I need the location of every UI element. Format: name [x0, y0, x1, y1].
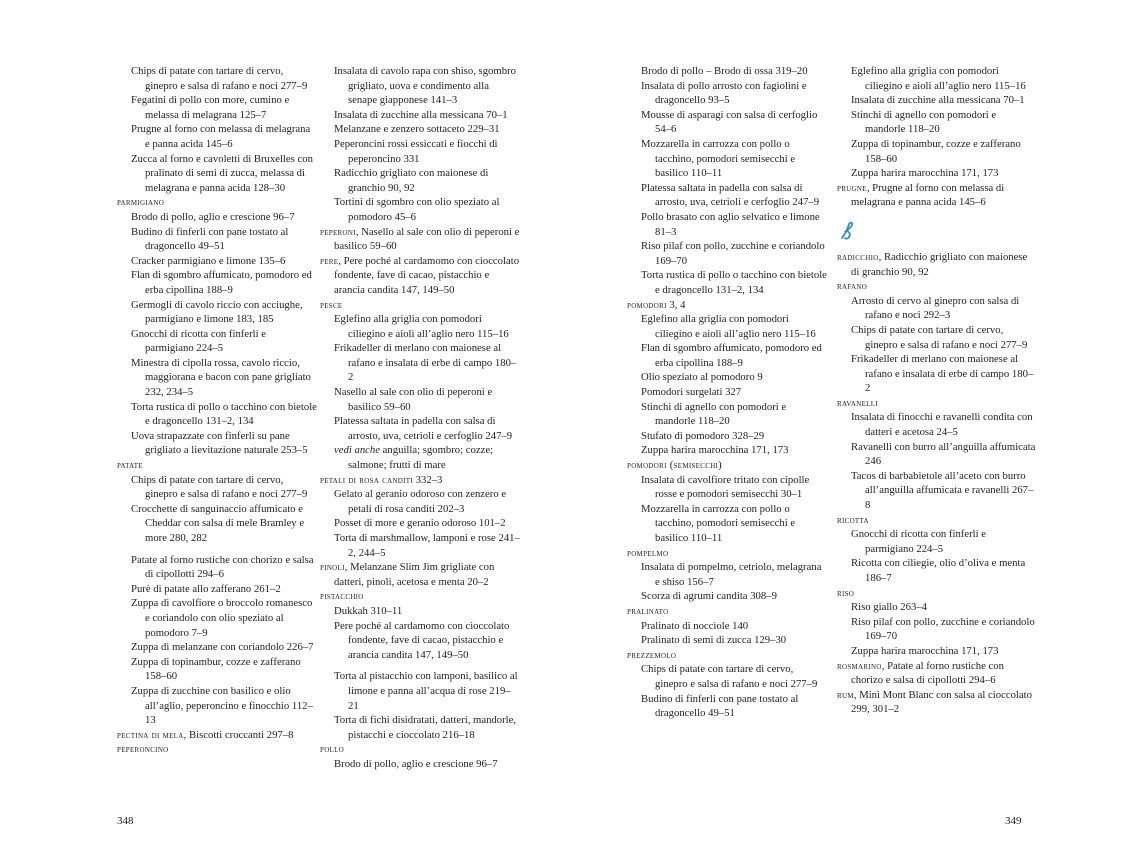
heading-term: ravanelli — [837, 396, 878, 409]
index-entry — [117, 254, 317, 269]
entry-text: Gelato al geranio odoroso con zenzero e petali di rosa canditi 202–3 — [334, 488, 507, 515]
entry-text: Stinchi di agnello con pomodori e mandorle 118–20 — [641, 400, 787, 428]
heading-term: radicchio — [837, 250, 879, 263]
entry-text: Minestra di cipolla rossa, cavolo riccio, maggiorana e bacon con pane grigliato 232, 234–5 — [131, 356, 311, 399]
index-entry — [117, 356, 317, 400]
entry-text: Stinchi di agnello con pomodori e mandorle 118–20 — [851, 108, 997, 136]
entry-text: Riso giallo 263–4 — [851, 601, 928, 614]
index-entry — [627, 692, 827, 721]
index-column-4 — [837, 64, 1037, 717]
entry-text: Pere poché al cardamomo con cioccolato fondente, fave di cacao, pistacchio e arancia candita 147, 149–50 — [334, 619, 510, 661]
index-heading — [627, 458, 827, 473]
entry-text: Insalata di cavolfiore tritato con cipolle rosse e pomodori semisecchi 30–1 — [641, 473, 810, 501]
entry-text: Gnocchi di ricotta con finferli e parmigiano 224–5 — [131, 327, 267, 355]
heading-term: peperoncino — [117, 743, 169, 756]
heading-term: pectina di mela — [117, 728, 184, 741]
heading-term: prezzemolo — [627, 648, 677, 661]
entry-text: Eglefino alla griglia con pomodori ciliegino e aioli all’aglio nero 115–16 — [334, 313, 509, 340]
heading-term: prugne — [837, 181, 867, 194]
entry-text: Eglefino alla griglia con pomodori ciliegino e aioli all’aglio nero 115–16 — [641, 313, 816, 340]
index-entry — [117, 502, 317, 546]
index-entry — [117, 429, 317, 458]
entry-text: Tacos di barbabietole all’aceto con burro all’anguilla affumicata e ravanelli 267–8 — [851, 469, 1034, 512]
heading-term: parmigiano — [117, 196, 165, 209]
index-entry — [837, 644, 1037, 659]
entry-text: Mousse di asparagi con salsa di cerfoglio 54–6 — [641, 108, 818, 136]
index-heading — [117, 458, 317, 473]
index-entry — [320, 516, 520, 531]
entry-text: Riso pilaf con pollo, zucchine e coriandolo 169–70 — [851, 615, 1035, 643]
entry-text: 332–3 — [413, 473, 443, 486]
index-entry — [837, 108, 1037, 137]
index-entry — [627, 108, 827, 137]
entry-text: Budino di finferli con pane tostato al dragoncello 49–51 — [641, 692, 799, 720]
index-entry — [627, 633, 827, 648]
index-heading — [837, 181, 1037, 210]
entry-text: Fegatini di pollo con more, cumino e melassa di melagrana 125–7 — [131, 94, 290, 121]
index-entry — [320, 108, 520, 123]
entry-text: Frikadeller di merlano con maionese al rafano e insalata di erbe di campo 180–2 — [334, 342, 517, 384]
index-entry — [627, 312, 827, 341]
index-entry — [627, 268, 827, 297]
index-entry — [117, 122, 317, 151]
entry-text: Arrosto di cervo al ginepro con salsa di rafano e noci 292–3 — [851, 294, 1020, 322]
entry-text: Stufato di pomodoro 328–29 — [641, 429, 765, 442]
index-entry — [837, 294, 1037, 323]
index-entry — [117, 327, 317, 356]
entry-text: , Nasello al sale con olio di peperoni e basilico 59–60 — [334, 225, 520, 253]
entry-text: , Mini Mont Blanc con salsa al cioccolato 299, 301–2 — [851, 688, 1032, 716]
index-heading — [117, 742, 317, 757]
index-heading — [627, 648, 827, 663]
heading-term: pinoli — [320, 561, 345, 574]
index-entry — [320, 669, 520, 713]
index-heading — [320, 742, 520, 757]
index-entry — [320, 137, 520, 166]
index-entry — [837, 323, 1037, 352]
entry-text: Zuppa harira marocchina 171, 173 — [851, 167, 999, 180]
index-entry — [837, 64, 1037, 93]
index-entry — [837, 615, 1037, 644]
index-entry — [320, 341, 520, 385]
index-heading — [837, 586, 1037, 601]
entry-text: Posset di more e geranio odoroso 101–2 — [334, 517, 506, 530]
index-entry — [117, 684, 317, 728]
entry-text: Peperoncini rossi essiccati e fiocchi di peperoncino 331 — [334, 137, 498, 165]
index-entry — [837, 600, 1037, 615]
heading-term: peperoni — [320, 225, 356, 238]
entry-text: Frikadeller di merlano con maionese al rafano e insalata di erbe di campo 180–2 — [851, 353, 1034, 395]
index-entry — [627, 589, 827, 604]
entry-text: Scorza di agrumi candita 308–9 — [641, 590, 777, 603]
index-entry — [837, 137, 1037, 166]
index-heading — [117, 195, 317, 210]
heading-term: rafano — [837, 280, 868, 293]
entry-text: Torta di marshmallow, lamponi e rose 241–2, 244–5 — [334, 532, 520, 559]
heading-term: pesce — [320, 298, 343, 311]
entry-text: Patate al forno rustiche con chorizo e salsa di cipollotti 294–6 — [131, 553, 314, 581]
index-column-3 — [627, 64, 827, 721]
heading-term: pralinato — [627, 604, 669, 617]
entry-text: Melanzane e zenzero sottaceto 229–31 — [334, 123, 500, 136]
entry-text: Eglefino alla griglia con pomodori ciliegino e aioli all’aglio nero 115–16 — [851, 65, 1026, 92]
entry-text: Insalata di zucchine alla messicana 70–1 — [851, 94, 1025, 107]
entry-text: , Radicchio grigliato con maionese di granchio 90, 92 — [851, 250, 1028, 278]
index-entry — [837, 556, 1037, 585]
index-entry — [320, 414, 520, 443]
heading-term: pistacchio — [320, 590, 364, 603]
entry-text: Pomodori surgelati 327 — [641, 386, 742, 399]
index-entry — [320, 122, 520, 137]
entry-text: 3, 4 — [666, 298, 686, 311]
heading-term: pere — [320, 254, 339, 267]
index-entry — [837, 440, 1037, 469]
entry-text: Uova strapazzate con finferli su pane grigliato a lievitazione naturale 253–5 — [131, 429, 308, 457]
index-entry — [320, 487, 520, 516]
index-heading — [320, 473, 520, 488]
entry-text: Zuppa di zucchine con basilico e olio all’aglio, peperoncino e finocchio 112–13 — [131, 684, 313, 727]
entry-text: Prugne al forno con melassa di melagrana e panna acida 145–6 — [131, 123, 311, 150]
entry-text: , Melanzane Slim Jim grigliate con datteri, pinoli, acetosa e menta 20–2 — [334, 561, 495, 588]
entry-text: Brodo di pollo, aglio e crescione 96–7 — [131, 210, 295, 223]
entry-text: Insalata di pompelmo, cetriolo, melagrana e shiso 156–7 — [641, 561, 822, 588]
index-entry — [117, 64, 317, 93]
index-heading — [837, 659, 1037, 688]
index-entry — [627, 502, 827, 546]
index-entry — [320, 443, 520, 472]
index-entry — [627, 64, 827, 79]
heading-term: riso — [837, 586, 855, 599]
entry-text: Flan di sgombro affumicato, pomodoro ed erba cipollina 188–9 — [131, 269, 312, 296]
entry-text: , Patate al forno rustiche con chorizo e salsa di cipollotti 294–6 — [851, 659, 1004, 687]
entry-text: Chips di patate con tartare di cervo, ginepro e salsa di rafano e noci 277–9 — [131, 65, 308, 92]
entry-text: Nasello al sale con olio di peperoni e basilico 59–60 — [334, 386, 493, 413]
index-column-1 — [117, 64, 317, 757]
section-letter-r — [837, 220, 859, 242]
heading-term: pomodori — [627, 298, 667, 311]
index-heading — [627, 298, 827, 313]
index-entry — [837, 469, 1037, 513]
entry-text: Mozzarella in carrozza con pollo o tacchino, pomodori semisecchi e basilico 110–11 — [641, 502, 796, 544]
page-number-left: 348 — [117, 815, 134, 827]
entry-text: Insalata di pollo arrosto con fagiolini e dragoncello 93–5 — [641, 79, 807, 107]
heading-term: petali di rosa canditi — [320, 473, 413, 486]
entry-text: Crocchette di sanguinaccio affumicato e Cheddar con salsa di mele Bramley e more 280, 282 — [131, 502, 305, 544]
entry-text: Radicchio grigliato con maionese di granchio 90, 92 — [334, 167, 489, 194]
index-entry — [627, 400, 827, 429]
index-entry — [627, 181, 827, 210]
entry-text: Torta di fichi disidratati, datteri, mandorle, pistacchi e cioccolato 216–18 — [334, 714, 517, 741]
entry-text: Chips di patate con tartare di cervo, ginepro e salsa di rafano e noci 277–9 — [851, 323, 1028, 351]
index-entry — [320, 312, 520, 341]
index-entry — [320, 604, 520, 619]
entry-text: Pralinato di nocciole 140 — [641, 619, 749, 632]
index-entry — [627, 79, 827, 108]
index-entry — [627, 429, 827, 444]
entry-text: Riso pilaf con pollo, zucchine e coriandolo 169–70 — [641, 240, 825, 267]
index-entry — [837, 93, 1037, 108]
entry-text: Ricotta con ciliegie, olio d’oliva e menta 186–7 — [851, 557, 1026, 584]
index-entry — [117, 655, 317, 684]
index-entry — [320, 385, 520, 414]
entry-text: Zuppa di topinambur, cozze e zafferano 158–60 — [131, 655, 301, 683]
index-heading — [837, 513, 1037, 528]
index-entry — [117, 152, 317, 196]
index-entry — [320, 64, 520, 108]
index-heading — [117, 728, 317, 743]
heading-term: ricotta — [837, 513, 869, 526]
entry-text: Cracker parmigiano e limone 135–6 — [131, 254, 286, 267]
entry-text: Pollo brasato con aglio selvatico e limone 81–3 — [641, 210, 820, 238]
entry-text: Germogli di cavolo riccio con acciughe, parmigiano e limone 183, 185 — [131, 298, 303, 326]
page-number-right: 349 — [1005, 815, 1022, 827]
index-entry — [320, 531, 520, 560]
index-entry — [627, 473, 827, 502]
index-entry — [837, 166, 1037, 181]
index-entry — [627, 443, 827, 458]
entry-text: Budino di finferli con pane tostato al dragoncello 49–51 — [131, 225, 289, 253]
index-entry — [117, 268, 317, 297]
heading-term: rum — [837, 688, 854, 701]
index-entry — [627, 370, 827, 385]
entry-text: Gnocchi di ricotta con finferli e parmigiano 224–5 — [851, 528, 987, 555]
index-entry — [627, 341, 827, 370]
entry-text: Zuppa di cavolfiore o broccolo romanesco e coriandolo con olio speziato al pomodoro 7–9 — [131, 597, 313, 639]
index-entry — [837, 410, 1037, 439]
index-entry — [117, 596, 317, 640]
index-entry — [627, 385, 827, 400]
index-heading — [320, 225, 520, 254]
entry-text: Torta rustica di pollo o tacchino con bietole e dragoncello 131–2, 134 — [641, 269, 827, 296]
heading-term: pomodori (semisecchi) — [627, 459, 723, 472]
index-entry — [117, 298, 317, 327]
entry-text: Zuppa di topinambur, cozze e zafferano 158–60 — [851, 137, 1021, 165]
index-heading — [627, 546, 827, 561]
index-entry — [320, 619, 520, 663]
index-entry — [117, 93, 317, 122]
entry-text: Insalata di finocchi e ravanelli condita con datteri e acetosa 24–5 — [851, 411, 1033, 439]
entry-text: Brodo di pollo – Brodo di ossa 319–20 — [641, 65, 808, 77]
index-entry — [627, 137, 827, 181]
entry-text: Platessa saltata in padella con salsa di arrosto, uva, cetrioli e cerfoglio 247–9 — [641, 181, 820, 209]
index-column-2 — [320, 64, 520, 772]
index-heading — [837, 250, 1037, 279]
entry-text: Insalata di cavolo rapa con shiso, sgombro grigliato, uova e condimento alla senape giapponese 141–3 — [334, 65, 516, 107]
index-entry — [320, 713, 520, 742]
entry-text: , Pere poché al cardamomo con cioccolato fondente, fave di cacao, pistacchio e arancia candita 147, 149–50 — [334, 254, 520, 296]
entry-text: Zuppa di melanzane con coriandolo 226–7 — [131, 641, 314, 654]
index-entry — [117, 553, 317, 582]
heading-term: patate — [117, 459, 143, 472]
index-heading — [837, 279, 1037, 294]
index-heading — [320, 560, 520, 589]
index-entry — [117, 400, 317, 429]
index-entry — [320, 757, 520, 772]
index-entry — [627, 210, 827, 239]
index-entry — [627, 619, 827, 634]
entry-text: Ravanelli con burro all’anguilla affumicata 246 — [851, 440, 1036, 468]
entry-text: Platessa saltata in padella con salsa di arrosto, uva, cetrioli e cerfoglio 247–9 — [334, 415, 513, 442]
entry-text: Chips di patate con tartare di cervo, ginepro e salsa di rafano e noci 277–9 — [641, 663, 818, 690]
index-entry — [117, 640, 317, 655]
index-entry — [837, 352, 1037, 396]
index-heading — [320, 589, 520, 604]
index-entry — [117, 582, 317, 597]
entry-text: Purè di patate allo zafferano 261–2 — [131, 582, 281, 595]
entry-text: Torta rustica di pollo o tacchino con bietole e dragoncello 131–2, 134 — [131, 400, 317, 428]
entry-text: Zucca al forno e cavoletti di Bruxelles con pralinato di semi di zucca, melassa di melagrana e panna acida 128–30 — [131, 152, 313, 194]
entry-text: Pralinato di semi di zucca 129–30 — [641, 634, 787, 647]
entry-text: Tortini di sgombro con olio speziato al pomodoro 45–6 — [334, 196, 500, 223]
index-entry — [117, 473, 317, 502]
index-entry — [837, 527, 1037, 556]
index-entry — [117, 210, 317, 225]
entry-text: Olio speziato al pomodoro 9 — [641, 371, 763, 384]
heading-term: pompelmo — [627, 546, 669, 559]
entry-text: Chips di patate con tartare di cervo, ginepro e salsa di rafano e noci 277–9 — [131, 473, 308, 501]
entry-text: Flan di sgombro affumicato, pomodoro ed erba cipollina 188–9 — [641, 342, 822, 369]
index-heading — [837, 688, 1037, 717]
heading-term: pollo — [320, 743, 345, 756]
index-entry — [627, 560, 827, 589]
index-entry — [320, 195, 520, 224]
heading-term: rosmarino — [837, 659, 882, 672]
index-heading — [627, 604, 827, 619]
index-entry — [627, 239, 827, 268]
index-heading — [320, 298, 520, 313]
index-heading — [837, 396, 1037, 411]
entry-text: , Prugne al forno con melassa di melagrana e panna acida 145–6 — [851, 181, 1005, 209]
spacer — [117, 546, 317, 553]
entry-text: Dukkah 310–11 — [334, 604, 403, 617]
entry-text: Brodo di pollo, aglio e crescione 96–7 — [334, 757, 498, 770]
entry-text: Zuppa harira marocchina 171, 173 — [851, 644, 999, 657]
index-heading — [320, 254, 520, 298]
index-entry — [320, 166, 520, 195]
entry-text: vedi anche — [334, 444, 380, 457]
entry-text: , Biscotti croccanti 297–8 — [183, 728, 294, 741]
spacer — [320, 662, 520, 669]
entry-text: Torta al pistacchio con lamponi, basilico al limone e panna all’acqua di rose 219–21 — [334, 670, 518, 712]
index-entry — [627, 662, 827, 691]
entry-text: Insalata di zucchine alla messicana 70–1 — [334, 108, 508, 121]
index-entry — [117, 225, 317, 254]
entry-text: anguilla; sgombro; cozze; salmone; frutti di mare — [348, 444, 494, 472]
entry-text: Mozzarella in carrozza con pollo o tacchino, pomodori semisecchi e basilico 110–11 — [641, 137, 796, 180]
entry-text: Zuppa harira marocchina 171, 173 — [641, 444, 789, 457]
